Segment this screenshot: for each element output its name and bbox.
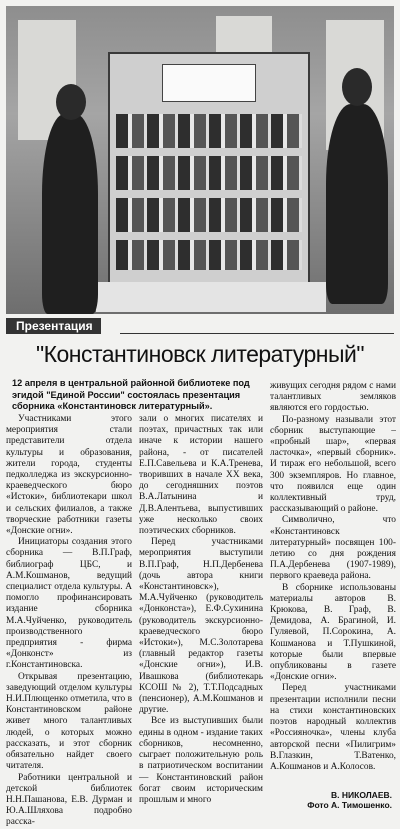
byline [307,790,392,810]
author-name: В. НИКОЛАЕВ. [331,790,392,800]
rubric-label: Презентация [6,318,101,334]
article-column-3 [270,381,396,773]
rubric-divider [120,333,394,334]
paragraph: живущих сегодня рядом с нами талантливых земляков являются его гордостью. [270,381,396,414]
exhibition-poster [162,64,256,102]
presenter-left [42,114,98,314]
presenter-right [326,104,388,304]
presenter-left-head [56,84,86,120]
article-lead: 12 апреля в центральной районной библиотеке под эгидой "Единой России" состоялась презентация сборника «Константиновск литературный». [12,378,250,411]
event-photo [6,6,394,314]
paragraph: В сборнике использованы материалы авторов В. Крюкова, В. Граф, В. Демидова, А. Брагиной, И. Гуляевой, П.Сорокина, А. Кошманова и Т.Пушкиной, которые были впервые опубликованы в газете «Донские огни». [270,582,396,683]
paragraph: зали о многих писателях и поэтах, причастных так или иначе к истории нашего района, - от писателей Е.П.Савельева и К.А.Тренева, творивших в начале XX века, до сегодняшних поэтов В.А.Латынина и Д.В.Алентьева, выпустивших уже несколько своих поэтических сборников. [139,414,263,537]
paragraph: Перед участниками презентации исполнили песни на стихи константиновских поэтов народный коллектив «Россияночка», члены клуба авторской песни «Пилигрим» В.Глазкин, Т.Ватенко, А.Кошманов и А.Колосов. [270,683,396,772]
paragraph: Открывая презентацию, заведующий отделом культуры Н.И.Плющенко отметила, что в Константиновском районе живет много талантливых людей, о которых можно рассказать, и этот сборник обязательно найдет своего читателя. [6,671,132,772]
article-column-2 [139,414,263,806]
presenter-right-head [342,68,372,106]
paragraph: По-разному называли этот сборник выступающие – «пробный шар», «первая ласточка», «первый сборник». И тираж его небольшой, всего 300 экземпляров. Но главное, что появился еще один коллективный труд, рассказывающий о районе. [270,414,396,515]
paragraph: Инициаторы создания этого сборника — В.П.Граф, библиограф ЦБС, и А.М.Кошманов, ведущий специалист отдела культуры. А помогло профинансировать издание сборника М.А.Чуйченко, руководитель производственного предприятия - фирма «Донконст» из г.Константиновска. [6,537,132,671]
paragraph: Символично, что «Константиновск литературный» посвящен 100-летию со дня рождения П.А.Дербенева (1907-1989), первого краеведа района. [270,515,396,582]
paragraph: Участниками этого мероприятия стали представители отдела культуры и образования, жители города, студенты педколледжа из экскурсионно-краеведческого бюро «Истоки», библиотекари школ и сельских филиалов, а также творческие работники газеты «Донские огни». [6,414,132,537]
paragraph: Все из выступивших были едины в одном - издание таких сборников, несомненно, сыграет положительную роль в патриотическом воспитании — Константиновский район богат своим историческим прошлым и много [139,716,263,805]
photo-credit: Фото А. Тимошенко. [307,800,392,810]
book-exhibition-stand [108,52,310,286]
paragraph: Работники центральной и детской библиотек Н.Н.Пашанова, Е.В. Дурман и Ю.А.Шляхова подробно расска- [6,772,132,828]
article-column-1 [6,414,132,829]
paragraph: Перед участниками мероприятия выступили В.П.Граф, Н.П.Дербенева (дочь автора книги «Константиновск»), М.А.Чуйченко (руководитель «Донконста»), Е.Ф.Сухинина (руководитель экскурсионно-краеведческого бюро «Истоки»), М.С.Золотарева (главный редактор газеты «Донские огни»), И.В. Ивашкова (библиотекарь КСОШ № 2), Т.Т.Подсадных (пенсионер), А.М.Кошманов и другие. [139,537,263,716]
exhibition-table [96,282,326,312]
article-headline: "Константиновск литературный" [35,341,365,367]
